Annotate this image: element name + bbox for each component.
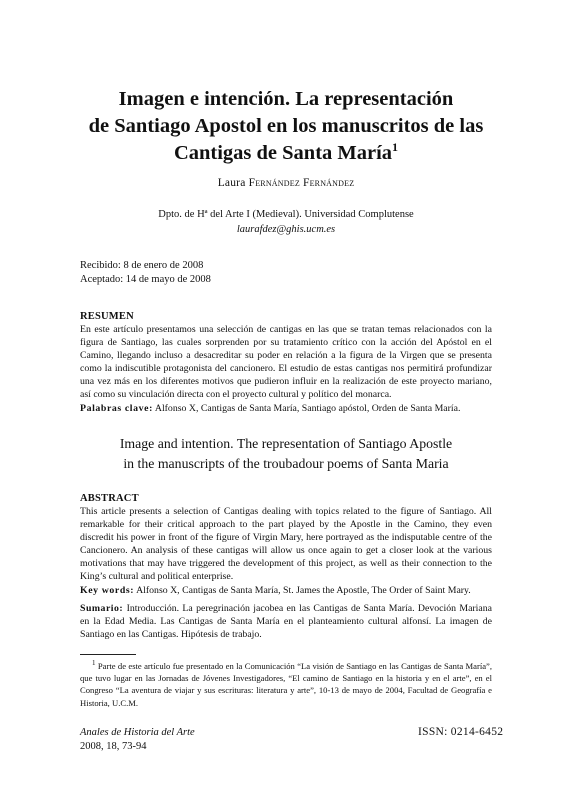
footnote-divider: [80, 654, 136, 655]
sumario-label: Sumario:: [80, 603, 124, 614]
submission-dates: [80, 259, 211, 287]
journal-name: Anales de Historia del Arte: [80, 727, 195, 738]
key-words: [80, 585, 500, 596]
english-title: [0, 434, 572, 474]
accepted-date: Aceptado: 14 de mayo de 2008: [80, 274, 211, 285]
author-email: laurafdez@ghis.ucm.es: [236, 224, 336, 235]
resumen-text: En este artículo presentamos una selección de cantigas en las que se tratan temas relacionados con la figura de Santiago, las cuales sorprenden por su tratamiento crítico con la acción del Apóstol en el Camino, llegando incluso a desacreditar su poder en relación a la figura de la Virgen que se presenta como la indiscutible protagonista del cancionero. El estudio de estas cantigas nos permitirá profundizar una vez más en los diferentes motivos que pudieron influir en la realización de este proyecto mariano, así como su vinculación directa con el proyecto cultural y político del monarca.: [80, 324, 492, 401]
affiliation-department: Dpto. de Hª del Arte I (Medieval). Universidad Complutense: [158, 209, 414, 220]
palabras-clave-label: Palabras clave:: [80, 403, 153, 414]
article-title: [60, 86, 512, 167]
author-name: [0, 177, 572, 189]
journal-citation: 2008, 18, 73-94: [80, 741, 147, 752]
footnote-number: 1: [92, 659, 96, 668]
author-first-name: Laura: [217, 177, 246, 189]
palabras-clave: [80, 403, 500, 414]
sumario: [80, 602, 492, 641]
footnote-text: Parte de este artículo fue presentado en la Comunicación “La visión de Santiago en las Cantigas de Santa María”, que tuvo lugar en las Jornadas de Jóvenes Investigadores, “El camino de Santiago en la historia y en el arte”, en el Congreso “La aventura de viajar y sus escrituras: literatura y arte”, 10-13 de mayo de 2004, Facultad de Geografía e Historia, U.C.M.: [80, 661, 492, 708]
title-line-3: [60, 140, 512, 167]
title-line-1: Imagen e intención. La representación: [118, 88, 454, 110]
title-line-2: de Santiago Apostol en los manuscritos de las: [88, 115, 484, 137]
key-words-text: Alfonso X, Cantigas de Santa María, St. James the Apostle, The Order of Saint Mary.: [136, 585, 471, 596]
author-affiliation: [0, 207, 572, 237]
sumario-text: Introducción. La peregrinación jacobea en las Cantigas de Santa María. Devoción Mariana en la Edad Media. Las Cantigas de Santa María en el planteamiento cultural alfonsí. La imagen de Santiago en las Cantigas. Hipótesis de trabajo.: [80, 603, 492, 641]
abstract-text: This article presents a selection of Cantigas dealing with topics related to the figure of Santiago. All remarkable for their critical approach to the part played by the Apostle in the Camino, they even discredit his power in front of the figure of Virgin Mary, here portrayed as the indisputable centre of the Cancionero. An analysis of these cantigas will allow us once again to get a closer look at the various motivations that may have triggered the development of this project, as well as their connection to the King’s cultural and political enterprise.: [80, 506, 492, 583]
title-footnote-ref: 1: [392, 140, 399, 155]
key-words-label: Key words:: [80, 585, 135, 596]
english-title-line-2: in the manuscripts of the troubadour poems of Santa Maria: [123, 456, 449, 471]
received-date: Recibido: 8 de enero de 2008: [80, 260, 204, 271]
english-title-line-1: Image and intention. The representation of Santiago Apostle: [119, 436, 453, 451]
footnote: [80, 660, 492, 709]
resumen-heading: RESUMEN: [80, 311, 134, 322]
palabras-clave-text: Alfonso X, Cantigas de Santa María, Santiago apóstol, Orden de Santa María.: [154, 403, 461, 414]
author-last-name: Fernández Fernández: [248, 177, 355, 189]
abstract-heading: ABSTRACT: [80, 493, 139, 504]
journal-issn: ISSN: 0214-6452: [418, 726, 504, 738]
title-line-3-text: Cantigas de Santa María: [173, 142, 393, 164]
journal-info: [80, 726, 195, 754]
